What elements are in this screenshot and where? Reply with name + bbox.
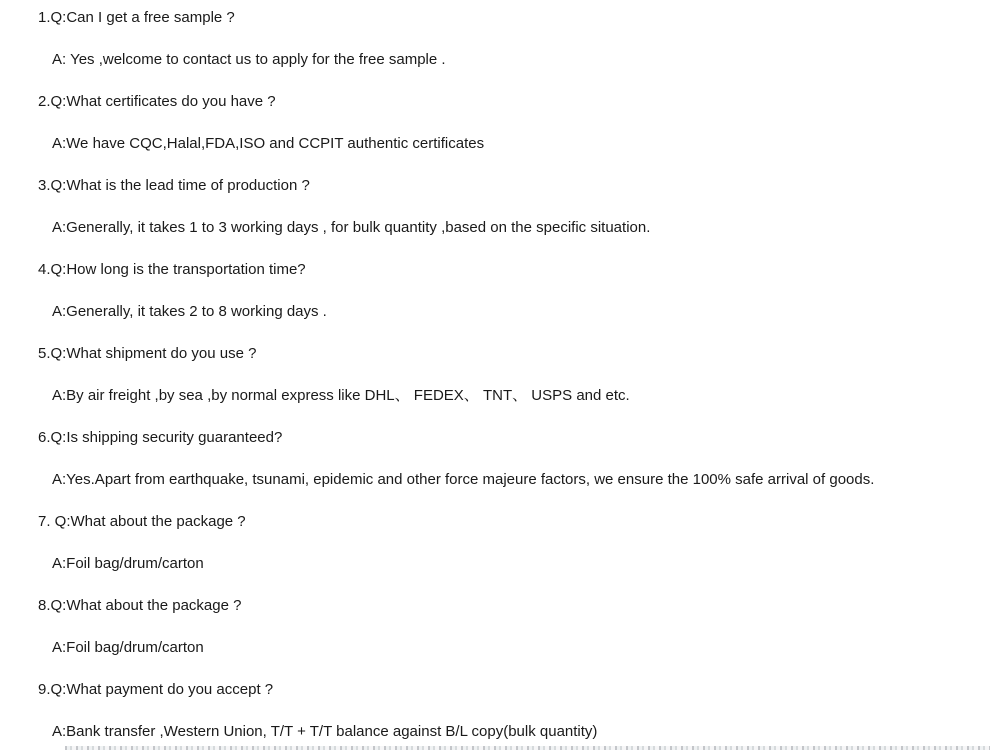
faq-question: 6.Q:Is shipping security guaranteed? [38, 429, 283, 446]
cutoff-next-line-strip [65, 746, 990, 750]
faq-answer: A:Generally, it takes 1 to 3 working days , for bulk quantity ,based on the specific situation. [52, 219, 651, 236]
faq-answer: A:Yes.Apart from earthquake, tsunami, epidemic and other force majeure factors, we ensure the 100% safe arrival of goods. [52, 471, 875, 488]
faq-question: 7. Q:What about the package ? [38, 513, 246, 530]
faq-question: 4.Q:How long is the transportation time? [38, 261, 306, 278]
faq-answer: A:Foil bag/drum/carton [52, 639, 204, 656]
faq-question: 5.Q:What shipment do you use ? [38, 345, 257, 362]
faq-question: 3.Q:What is the lead time of production ? [38, 177, 310, 194]
faq-question: 2.Q:What certificates do you have ? [38, 93, 276, 110]
faq-answer: A:Foil bag/drum/carton [52, 555, 204, 572]
faq-answer: A:By air freight ,by sea ,by normal express like DHL、 FEDEX、 TNT、 USPS and etc. [52, 387, 630, 404]
faq-answer: A:Generally, it takes 2 to 8 working days . [52, 303, 327, 320]
faq-question: 1.Q:Can I get a free sample ? [38, 9, 235, 26]
faq-answer: A: Yes ,welcome to contact us to apply for the free sample . [52, 51, 446, 68]
faq-answer: A:We have CQC,Halal,FDA,ISO and CCPIT authentic certificates [52, 135, 485, 152]
faq-answer: A:Bank transfer ,Western Union, T/T + T/T balance against B/L copy(bulk quantity) [52, 723, 598, 740]
faq-question: 9.Q:What payment do you accept ? [38, 681, 274, 698]
faq-question: 8.Q:What about the package ? [38, 597, 242, 614]
